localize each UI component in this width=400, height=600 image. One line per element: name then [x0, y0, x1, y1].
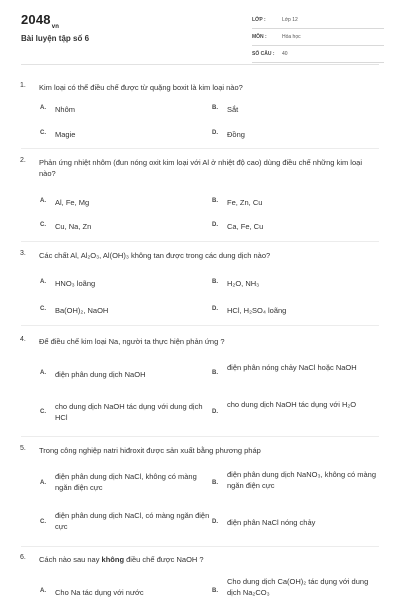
option-b[interactable]: điện phân nóng chảy NaCl hoặc NaOH	[227, 363, 357, 372]
option-a[interactable]: Al, Fe, Mg	[55, 198, 90, 207]
option-d[interactable]: Ca, Fe, Cu	[227, 222, 264, 231]
question-number: 5.	[20, 445, 26, 452]
option-letter: A.	[40, 370, 46, 376]
worksheet-title: Bài luyện tập số 6	[21, 34, 90, 43]
question-divider	[21, 148, 379, 149]
question-number: 2.	[20, 157, 26, 164]
question-number: 1.	[20, 82, 26, 89]
meta-label: LỚP :	[252, 17, 266, 23]
option-c[interactable]: Magie	[55, 130, 76, 139]
option-b[interactable]: Cho dung dịch Ca(OH)₂ tác dụng với dung dịch Na₂CO₃	[227, 577, 369, 597]
option-b[interactable]: Fe, Zn, Cu	[227, 198, 263, 207]
option-b[interactable]: Sắt	[227, 105, 239, 114]
option-letter: C.	[40, 519, 46, 525]
question-divider	[21, 436, 379, 437]
option-letter: A.	[40, 198, 46, 204]
option-letter: C.	[40, 306, 46, 312]
option-letter: D.	[212, 306, 218, 312]
meta-label: SỐ CÂU :	[252, 51, 275, 57]
question-text: Để điều chế kim loại Na, người ta thực hiện phản ứng ?	[39, 337, 225, 346]
option-a[interactable]: Cho Na tác dụng với nước	[55, 588, 144, 597]
meta-value: Hóa học	[282, 34, 301, 40]
question-text: Kim loại có thể điều chế được từ quặng boxit là kim loại nào?	[39, 83, 243, 92]
option-letter: C.	[40, 222, 46, 228]
worksheet-meta	[252, 13, 384, 64]
option-d[interactable]: Đồng	[227, 130, 245, 139]
option-letter: A.	[40, 105, 46, 111]
option-letter: A.	[40, 279, 46, 285]
option-c[interactable]: Cu, Na, Zn	[55, 222, 92, 231]
worksheet-header	[0, 0, 400, 60]
option-a[interactable]: điện phân dung dịch NaOH	[55, 370, 146, 379]
option-d[interactable]: cho dung dịch NaOH tác dụng với H₂O	[227, 400, 357, 409]
option-c[interactable]: cho dung dịch NaOH tác dụng với dung dịch HCl	[55, 402, 203, 422]
question-divider	[21, 325, 379, 326]
option-b[interactable]: H₂O, NH₃	[227, 279, 260, 288]
question-text: Cách nào sau nay không điều chế được NaOH ?	[39, 555, 204, 564]
option-letter: C.	[40, 130, 46, 136]
header-divider	[21, 64, 379, 65]
option-letter: D.	[212, 409, 218, 415]
meta-row-count	[252, 47, 384, 63]
meta-value: 40	[282, 51, 288, 57]
option-letter: A.	[40, 480, 46, 486]
option-c[interactable]: điện phân dung dịch NaCl, có màng ngăn điện cực	[55, 511, 210, 531]
option-letter: B.	[212, 105, 218, 111]
question-text: Phản ứng nhiệt nhôm (đun nóng oxit kim loại với Al ở nhiệt độ cao) dùng điều chế những kim loại nào?	[39, 158, 362, 178]
meta-row-class	[252, 13, 384, 29]
site-logo[interactable]: $2048_{vn}$	[21, 12, 60, 30]
meta-row-subject	[252, 30, 384, 46]
question-number: 6.	[20, 554, 26, 561]
question-number: 4.	[20, 336, 26, 343]
meta-label: MÔN :	[252, 34, 267, 40]
question-text: Trong công nghiệp natri hiđroxit được sản xuất bằng phương pháp	[39, 446, 261, 455]
question-divider	[21, 546, 379, 547]
question-divider	[21, 241, 379, 242]
option-letter: D.	[212, 130, 218, 136]
option-letter: B.	[212, 279, 218, 285]
option-letter: B.	[212, 198, 218, 204]
option-b[interactable]: điện phân dung dịch NaNO₃, không có màng ngăn điện cực	[227, 470, 376, 490]
option-d[interactable]: HCl, H₂SO₄ loãng	[227, 306, 287, 315]
option-a[interactable]: Nhôm	[55, 105, 76, 114]
option-letter: C.	[40, 409, 46, 415]
option-d[interactable]: điện phân NaCl nóng chảy	[227, 518, 316, 527]
option-a[interactable]: HNO₃ loãng	[55, 279, 96, 288]
emphasis-keyword: không	[101, 555, 125, 564]
question-text: Các chất Al, Al₂O₃, Al(OH)₃ không tan được trong các dung dịch nào?	[39, 251, 271, 260]
option-letter: B.	[212, 588, 218, 594]
meta-value: Lớp 12	[282, 17, 298, 23]
option-letter: B.	[212, 480, 218, 486]
option-letter: A.	[40, 588, 46, 594]
option-c[interactable]: Ba(OH)₂, NaOH	[55, 306, 109, 315]
option-letter: D.	[212, 519, 218, 525]
option-a[interactable]: điện phân dung dịch NaCl, không có màng ngăn điện cực	[55, 472, 197, 492]
question-number: 3.	[20, 250, 26, 257]
option-letter: B.	[212, 370, 218, 376]
option-letter: D.	[212, 222, 218, 228]
